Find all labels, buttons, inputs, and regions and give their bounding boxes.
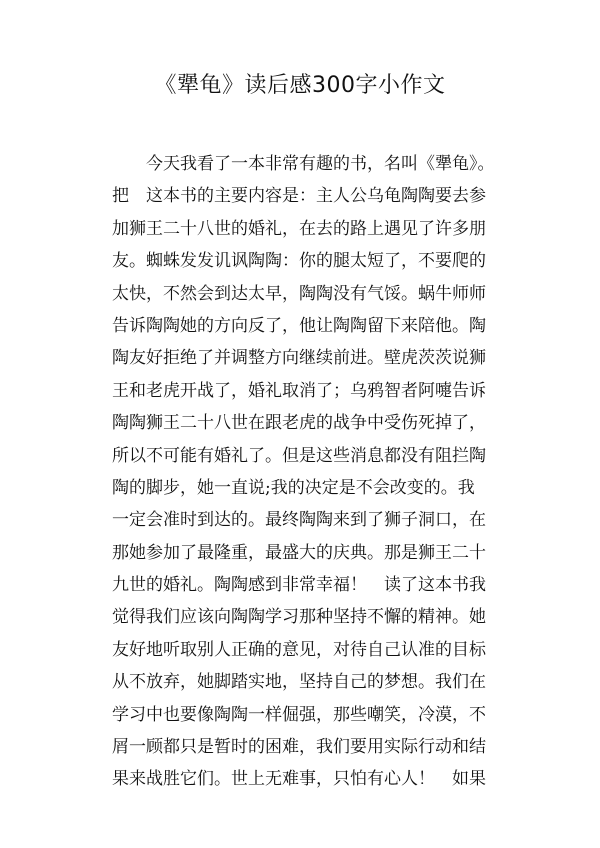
essay-line: 果来战胜它们。世上无难事，只怕有心人！ 如果 [112,769,486,790]
essay-line: 那她参加了最隆重，最盛大的庆典。那是狮王二十 [112,542,486,563]
essay-line: 陶友好拒绝了并调整方向继续前进。壁虎茨茨说狮 [112,348,486,369]
essay-line: 陶陶狮王二十八世在跟老虎的战争中受伤死掉了， [112,413,486,434]
essay-line: 今天我看了一本非常有趣的书，名叫《犟龟》。 [112,154,495,174]
essay-line: 加狮王二十八世的婚礼，在去的路上遇见了许多朋 [112,218,486,239]
essay-line: 九世的婚礼。陶陶感到非常幸福！ 读了这本书我 [112,575,486,596]
essay-line: 所以不可能有婚礼了。但是这些消息都没有阻拦陶 [112,445,486,466]
essay-line: 从不放弃，她脚踏实地，坚持自己的梦想。我们在 [112,672,486,693]
essay-line: 友。蜘蛛发发讥讽陶陶：你的腿太短了，不要爬的 [112,251,486,272]
essay-line: 陶的脚步，她一直说;我的决定是不会改变的。我 [112,477,475,498]
essay-line: 告诉陶陶她的方向反了，他让陶陶留下来陪他。陶 [112,315,486,336]
essay-line: 王和老虎开战了，婚礼取消了；乌鸦智者阿嚏告诉 [112,380,486,401]
essay-line: 一定会准时到达的。最终陶陶来到了狮子洞口，在 [112,510,486,531]
essay-line: 把 这本书的主要内容是：主人公乌龟陶陶要去参 [112,186,486,207]
document-title: 《犟龟》读后感300字小作文 [154,73,446,98]
essay-line: 太快，不然会到达太早，陶陶没有气馁。蜗牛师师 [112,283,486,304]
essay-line: 友好地听取别人正确的意见，对待自己认准的目标 [112,639,486,660]
essay-line: 学习中也要像陶陶一样倔强，那些嘲笑，冷漠，不 [112,704,486,725]
essay-body [112,148,500,796]
essay-line: 觉得我们应该向陶陶学习那种坚持不懈的精神。她 [112,607,486,628]
essay-line: 屑一顾都只是暂时的困难，我们要用实际行动和结 [112,737,486,758]
